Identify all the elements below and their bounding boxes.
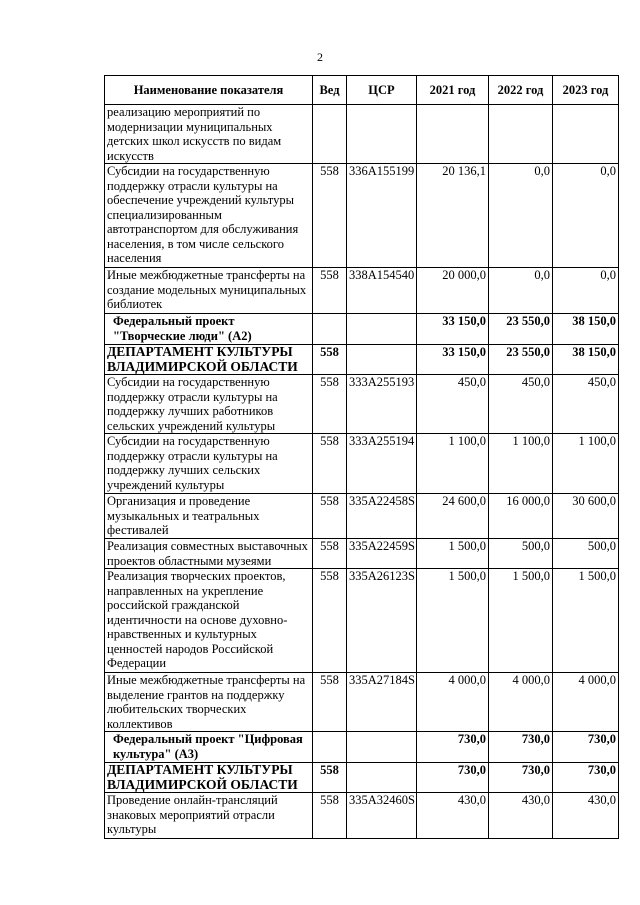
cell-2021: 4 000,0: [417, 673, 489, 732]
cell-ved: [313, 314, 347, 345]
cell-ved: 558: [313, 793, 347, 839]
cell-2021: 1 500,0: [417, 569, 489, 673]
cell-2021: 24 600,0: [417, 494, 489, 539]
table-row: [105, 673, 619, 732]
column-header-2023: 2023 год: [553, 76, 619, 105]
column-header-ved: Вед: [313, 76, 347, 105]
cell-ved: 558: [313, 345, 347, 375]
cell-csr: 335A26123S: [347, 569, 417, 673]
cell-name: Иные межбюджетные трансферты на создание модельных муниципальных библиотек: [105, 268, 313, 314]
table-body: [105, 105, 619, 839]
cell-csr: 336A155199: [347, 164, 417, 268]
cell-2021: [417, 105, 489, 164]
cell-csr: [347, 763, 417, 793]
cell-2021: 1 100,0: [417, 434, 489, 494]
cell-name: Субсидии на государственную поддержку отрасли культуры на поддержку лучших работников сельских учреждений культуры: [105, 375, 313, 434]
cell-csr: 333A255194: [347, 434, 417, 494]
project-row: [105, 732, 619, 763]
cell-csr: [347, 345, 417, 375]
cell-name: реализацию мероприятий по модернизации муниципальных детских школ искусств по видам искусств: [105, 105, 313, 164]
cell-ved: 558: [313, 539, 347, 569]
department-row: [105, 345, 619, 375]
cell-2023: 730,0: [553, 732, 619, 763]
cell-2023: 4 000,0: [553, 673, 619, 732]
cell-2021: 20 136,1: [417, 164, 489, 268]
cell-name: Федеральный проект "Цифровая культура" (А3): [105, 732, 313, 763]
cell-csr: 335A27184S: [347, 673, 417, 732]
cell-2022: 450,0: [489, 375, 553, 434]
cell-2023: [553, 105, 619, 164]
cell-2022: 0,0: [489, 268, 553, 314]
column-header-name: Наименование показателя: [105, 76, 313, 105]
column-header-2022: 2022 год: [489, 76, 553, 105]
cell-2022: 500,0: [489, 539, 553, 569]
cell-name: Реализация творческих проектов, направленных на укрепление российской гражданской идентичности на основе духовно-нравственных и культурных ценностей народов Российской Федерации: [105, 569, 313, 673]
table-header-row: [105, 76, 619, 105]
cell-2022: 430,0: [489, 793, 553, 839]
cell-2023: 38 150,0: [553, 314, 619, 345]
cell-csr: [347, 314, 417, 345]
cell-ved: 558: [313, 375, 347, 434]
cell-2021: 1 500,0: [417, 539, 489, 569]
cell-ved: 558: [313, 763, 347, 793]
cell-ved: 558: [313, 164, 347, 268]
cell-2023: 1 100,0: [553, 434, 619, 494]
project-row: [105, 314, 619, 345]
cell-csr: 335A32460S: [347, 793, 417, 839]
table-row: [105, 569, 619, 673]
table-row: [105, 268, 619, 314]
cell-2021: 730,0: [417, 763, 489, 793]
cell-ved: 558: [313, 434, 347, 494]
cell-2022: 730,0: [489, 732, 553, 763]
cell-2022: 16 000,0: [489, 494, 553, 539]
cell-2023: 30 600,0: [553, 494, 619, 539]
cell-name: Организация и проведение музыкальных и театральных фестивалей: [105, 494, 313, 539]
cell-2021: 450,0: [417, 375, 489, 434]
cell-2022: 730,0: [489, 763, 553, 793]
cell-ved: [313, 732, 347, 763]
cell-name: ДЕПАРТАМЕНТ КУЛЬТУРЫ ВЛАДИМИРСКОЙ ОБЛАСТИ: [105, 345, 313, 375]
cell-2023: 730,0: [553, 763, 619, 793]
table-row: [105, 494, 619, 539]
cell-name: Федеральный проект "Творческие люди" (А2): [105, 314, 313, 345]
cell-csr: 335A22458S: [347, 494, 417, 539]
cell-ved: 558: [313, 268, 347, 314]
cell-2022: [489, 105, 553, 164]
table-row: [105, 105, 619, 164]
cell-2023: 1 500,0: [553, 569, 619, 673]
cell-csr: [347, 105, 417, 164]
cell-2023: 430,0: [553, 793, 619, 839]
budget-table: [104, 75, 619, 839]
cell-2023: 38 150,0: [553, 345, 619, 375]
cell-2022: 23 550,0: [489, 314, 553, 345]
column-header-2021: 2021 год: [417, 76, 489, 105]
cell-name: Проведение онлайн-трансляций знаковых мероприятий отрасли культуры: [105, 793, 313, 839]
cell-2023: 0,0: [553, 268, 619, 314]
cell-2023: 450,0: [553, 375, 619, 434]
cell-2021: 33 150,0: [417, 314, 489, 345]
table-row: [105, 434, 619, 494]
table-row: [105, 539, 619, 569]
page-number: 2: [317, 50, 323, 64]
cell-2023: 0,0: [553, 164, 619, 268]
cell-ved: 558: [313, 569, 347, 673]
cell-csr: 338A154540: [347, 268, 417, 314]
table-row: [105, 375, 619, 434]
cell-name: Иные межбюджетные трансферты на выделение грантов на поддержку любительских творческих коллективов: [105, 673, 313, 732]
cell-2021: 33 150,0: [417, 345, 489, 375]
table-row: [105, 793, 619, 839]
cell-csr: 333A255193: [347, 375, 417, 434]
cell-2021: 430,0: [417, 793, 489, 839]
cell-2023: 500,0: [553, 539, 619, 569]
department-row: [105, 763, 619, 793]
cell-2021: 20 000,0: [417, 268, 489, 314]
cell-ved: 558: [313, 673, 347, 732]
cell-2022: 23 550,0: [489, 345, 553, 375]
table-row: [105, 164, 619, 268]
cell-2021: 730,0: [417, 732, 489, 763]
cell-csr: 335A22459S: [347, 539, 417, 569]
cell-2022: 1 500,0: [489, 569, 553, 673]
column-header-csr: ЦСР: [347, 76, 417, 105]
cell-name: Субсидии на государственную поддержку отрасли культуры на поддержку лучших сельских учреждений культуры: [105, 434, 313, 494]
cell-name: Субсидии на государственную поддержку отрасли культуры на обеспечение учреждений культуры специализированным автотранспортом для обслуживания населения, в том числе сельского населения: [105, 164, 313, 268]
cell-ved: [313, 105, 347, 164]
cell-name: Реализация совместных выставочных проектов областными музеями: [105, 539, 313, 569]
cell-csr: [347, 732, 417, 763]
cell-ved: 558: [313, 494, 347, 539]
cell-2022: 1 100,0: [489, 434, 553, 494]
cell-name: ДЕПАРТАМЕНТ КУЛЬТУРЫ ВЛАДИМИРСКОЙ ОБЛАСТИ: [105, 763, 313, 793]
cell-2022: 4 000,0: [489, 673, 553, 732]
cell-2022: 0,0: [489, 164, 553, 268]
